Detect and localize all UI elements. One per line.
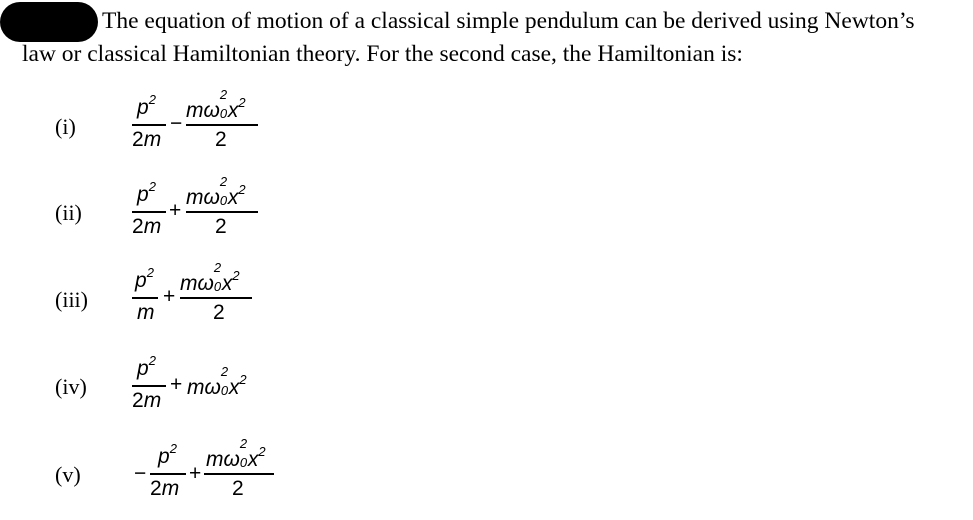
- fraction-denominator: 2m: [132, 215, 162, 238]
- fraction-denominator: 2m: [150, 477, 180, 500]
- question-text-line-1: The equation of motion of a classical simple pendulum can be derived using Newton’s: [102, 8, 915, 34]
- option-label-iv: (iv): [55, 374, 87, 399]
- option-label-iii: (iii): [55, 287, 88, 312]
- fraction-denominator: 2m: [132, 389, 162, 412]
- fraction-denominator: 2m: [132, 128, 162, 151]
- question-text-line-2: law or classical Hamiltonian theory. For the second case, the Hamiltonian is:: [22, 41, 743, 67]
- redaction-mark: [0, 2, 98, 42]
- option-label-v: (v): [55, 462, 81, 487]
- option-label-ii: (ii): [55, 200, 82, 225]
- option-label-i: (i): [55, 114, 76, 139]
